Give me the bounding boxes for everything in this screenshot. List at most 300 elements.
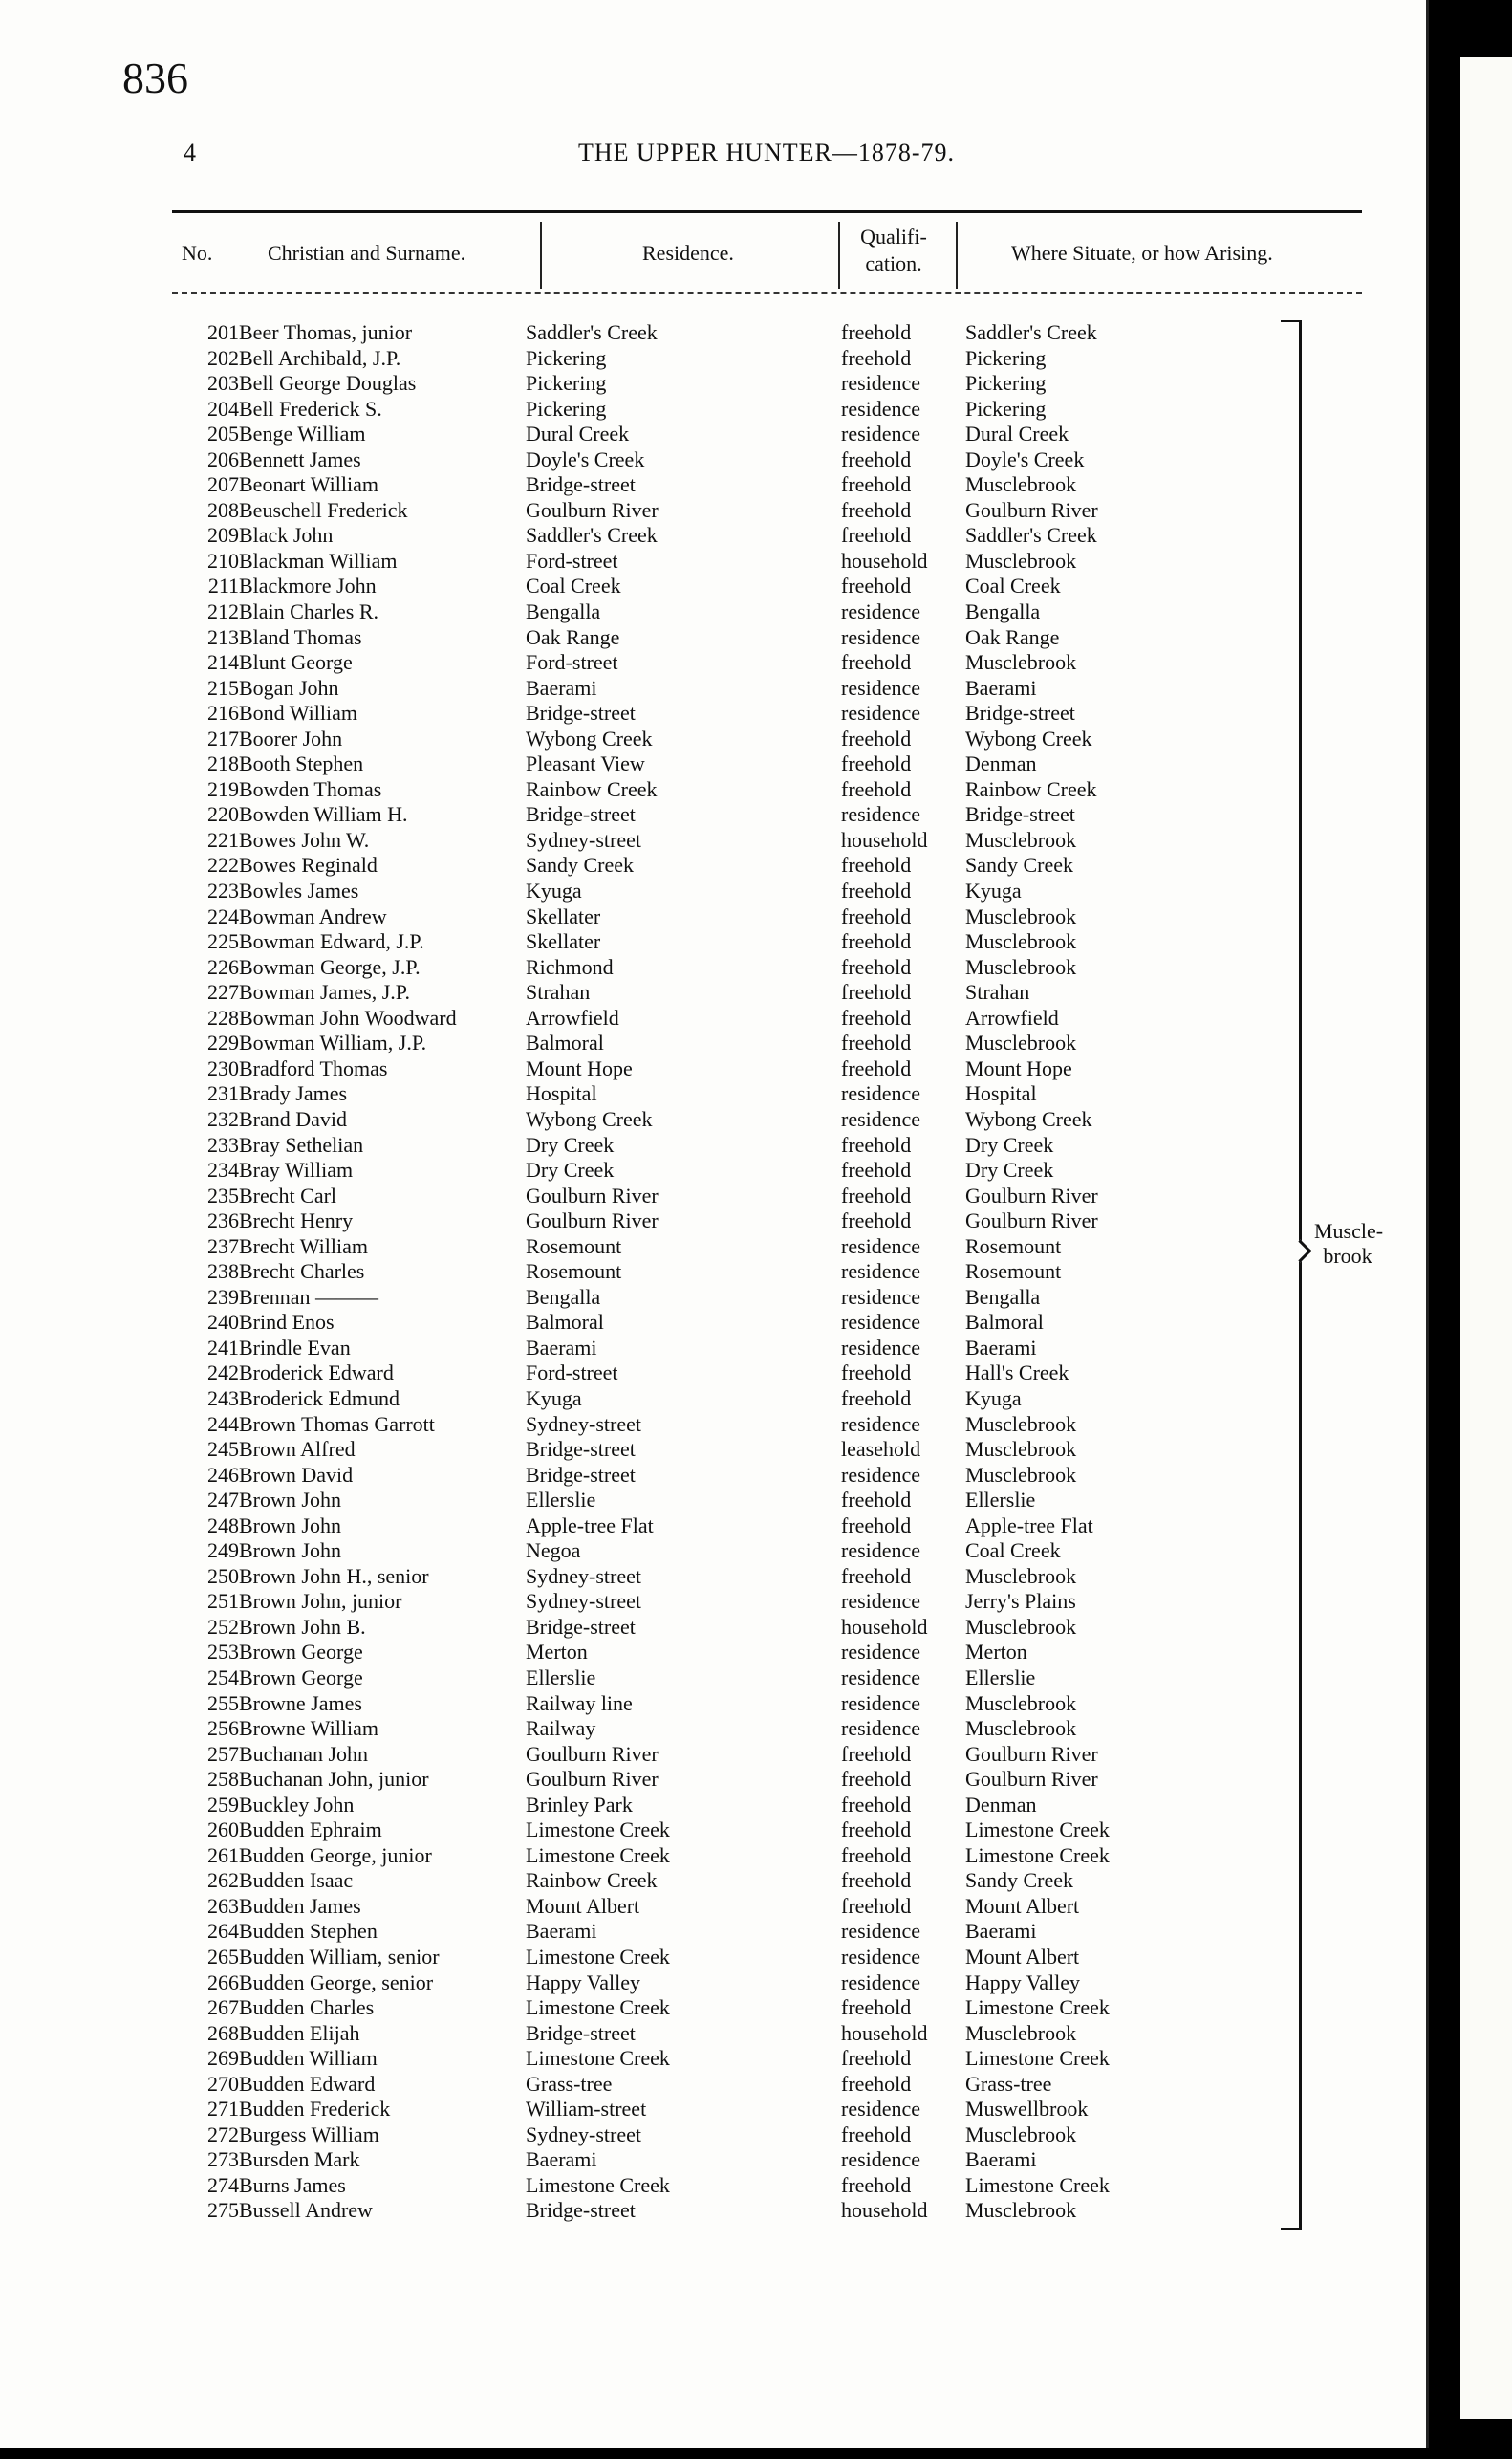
qualification-cell: freehold xyxy=(841,954,912,979)
qualification-cell: residence xyxy=(841,1589,921,1614)
qualification-cell: residence xyxy=(841,1690,921,1715)
qualification-cell: freehold xyxy=(841,1767,912,1792)
side-note: Muscle- brook xyxy=(1314,1219,1384,1268)
elector-name: Budden George, junior xyxy=(239,1842,432,1867)
elector-name: Brown John B. xyxy=(239,1614,366,1639)
residence-cell: Saddler's Creek xyxy=(526,320,658,344)
table-row xyxy=(0,751,1319,777)
entry-number: 262 xyxy=(207,1868,239,1893)
where-situate-cell: Pickering xyxy=(965,396,1047,421)
page-number: 4 xyxy=(184,139,196,166)
elector-name: Budden Edward xyxy=(239,2071,376,2096)
residence-cell: Goulburn River xyxy=(526,1183,659,1208)
entry-number: 229 xyxy=(207,1031,239,1055)
residence-cell: Doyle's Creek xyxy=(526,446,645,471)
table-row xyxy=(0,1310,1319,1336)
table-row xyxy=(0,625,1319,651)
qualification-cell: freehold xyxy=(841,1563,912,1588)
table-row xyxy=(0,828,1319,854)
table-row xyxy=(0,397,1319,423)
elector-name: Brown John H., senior xyxy=(239,1563,429,1588)
residence-cell: Baerami xyxy=(526,1919,597,1944)
table-row xyxy=(0,1234,1319,1260)
where-situate-cell: Goulburn River xyxy=(965,1208,1098,1233)
where-situate-cell: Doyle's Creek xyxy=(965,446,1085,471)
entry-number: 213 xyxy=(207,624,239,649)
qualification-cell: freehold xyxy=(841,1995,912,2020)
elector-name: Budden William, senior xyxy=(239,1945,440,1969)
elector-name: Bowles James xyxy=(239,879,359,903)
residence-cell: Strahan xyxy=(526,980,591,1005)
qualification-cell: leasehold xyxy=(841,1437,921,1462)
elector-name: Budden Frederick xyxy=(239,2097,391,2122)
table-row xyxy=(0,1945,1319,1970)
where-situate-cell: Jerry's Plains xyxy=(965,1589,1076,1614)
qualification-cell: residence xyxy=(841,1081,921,1106)
residence-cell: Pleasant View xyxy=(526,751,645,776)
elector-name: Bond William xyxy=(239,701,357,726)
qualification-cell: freehold xyxy=(841,1158,912,1183)
elector-name: Budden James xyxy=(239,1893,361,1918)
entry-number: 235 xyxy=(207,1183,239,1208)
where-situate-cell: Hospital xyxy=(965,1081,1037,1106)
qualification-cell: residence xyxy=(841,396,921,421)
header-separator xyxy=(838,222,840,289)
elector-name: Brown George xyxy=(239,1665,363,1689)
qualification-cell: residence xyxy=(841,1945,921,1969)
qualification-cell: freehold xyxy=(841,472,912,497)
entry-number: 243 xyxy=(207,1385,239,1410)
where-situate-cell: Musclebrook xyxy=(965,1437,1077,1462)
entry-number: 224 xyxy=(207,903,239,928)
table-row xyxy=(0,701,1319,727)
residence-cell: Bridge-street xyxy=(526,802,636,827)
qualification-cell: freehold xyxy=(841,1055,912,1080)
residence-cell: Pickering xyxy=(526,396,607,421)
qualification-cell: residence xyxy=(841,2147,921,2172)
elector-name: Brown Alfred xyxy=(239,1437,356,1462)
where-situate-cell: Limestone Creek xyxy=(965,1817,1110,1842)
table-row xyxy=(0,346,1319,372)
table-row xyxy=(0,1463,1319,1489)
table-row xyxy=(0,1589,1319,1615)
elector-name: Bogan John xyxy=(239,675,339,700)
header-top-rule xyxy=(172,210,1362,213)
table-row xyxy=(0,1513,1319,1539)
where-situate-cell: Kyuga xyxy=(965,1385,1022,1410)
qualification-cell: residence xyxy=(841,1919,921,1944)
where-situate-cell: Dural Creek xyxy=(965,422,1069,446)
entry-number: 211 xyxy=(207,574,239,598)
elector-name: Bowman William, J.P. xyxy=(239,1031,427,1055)
qualification-cell: freehold xyxy=(841,929,912,954)
residence-cell: Richmond xyxy=(526,954,614,979)
elector-name: Budden Ephraim xyxy=(239,1817,382,1842)
elector-name: Blackmore John xyxy=(239,574,377,598)
table-row xyxy=(0,1970,1319,1996)
adjacent-page-edge xyxy=(1460,57,1512,2419)
residence-cell: Mount Albert xyxy=(526,1893,640,1918)
entry-number: 237 xyxy=(207,1233,239,1258)
page-title: THE UPPER HUNTER—1878-79. xyxy=(578,139,956,166)
entry-number: 217 xyxy=(207,726,239,751)
residence-cell: Ford-street xyxy=(526,1360,618,1385)
entry-number: 205 xyxy=(207,422,239,446)
residence-cell: Limestone Creek xyxy=(526,1817,670,1842)
table-row xyxy=(0,727,1319,752)
qualification-cell: freehold xyxy=(841,980,912,1005)
residence-cell: Sandy Creek xyxy=(526,853,635,878)
table-row xyxy=(0,1843,1319,1869)
qualification-cell: household xyxy=(841,1614,928,1639)
elector-name: Budden Charles xyxy=(239,1995,375,2020)
elector-name: Brown David xyxy=(239,1462,354,1487)
qualification-cell: residence xyxy=(841,1310,921,1335)
table-row xyxy=(0,447,1319,473)
qualification-cell: freehold xyxy=(841,1488,912,1512)
residence-cell: Sydney-street xyxy=(526,827,641,852)
elector-name: Blackman William xyxy=(239,548,398,573)
residence-cell: Coal Creek xyxy=(526,574,621,598)
entry-number: 257 xyxy=(207,1741,239,1766)
table-row xyxy=(0,955,1319,981)
elector-name: Bowden Thomas xyxy=(239,776,382,801)
entry-number: 265 xyxy=(207,1945,239,1969)
residence-cell: Bridge-street xyxy=(526,2198,636,2223)
qualification-cell: freehold xyxy=(841,2122,912,2146)
residence-cell: Limestone Creek xyxy=(526,2046,670,2071)
table-row xyxy=(0,777,1319,803)
qualification-cell: freehold xyxy=(841,1792,912,1817)
qualification-cell: freehold xyxy=(841,446,912,471)
qualification-cell: household xyxy=(841,2020,928,2045)
entry-number: 272 xyxy=(207,2122,239,2146)
residence-cell: Dural Creek xyxy=(526,422,630,446)
table-row xyxy=(0,1793,1319,1818)
residence-cell: Sydney-street xyxy=(526,1589,641,1614)
residence-cell: Pickering xyxy=(526,371,607,396)
header-where: Where Situate, or how Arising. xyxy=(1011,241,1273,265)
where-situate-cell: Saddler's Creek xyxy=(965,320,1097,344)
table-row xyxy=(0,1386,1319,1412)
elector-name: Browne William xyxy=(239,1716,378,1741)
table-row xyxy=(0,472,1319,498)
where-situate-cell: Denman xyxy=(965,751,1037,776)
residence-cell: Balmoral xyxy=(526,1031,604,1055)
where-situate-cell: Musclebrook xyxy=(965,650,1077,675)
table-row xyxy=(0,1488,1319,1513)
residence-cell: Rosemount xyxy=(526,1259,622,1284)
qualification-cell: freehold xyxy=(841,1893,912,1918)
entry-number: 232 xyxy=(207,1106,239,1131)
where-situate-cell: Ellerslie xyxy=(965,1665,1036,1689)
residence-cell: Hospital xyxy=(526,1081,597,1106)
where-situate-cell: Musclebrook xyxy=(965,2198,1077,2223)
table-header xyxy=(0,222,1367,289)
qualification-cell: household xyxy=(841,548,928,573)
table-row xyxy=(0,1107,1319,1133)
elector-name: Burns James xyxy=(239,2172,346,2197)
qualification-cell: freehold xyxy=(841,853,912,878)
qualification-cell: residence xyxy=(841,624,921,649)
table-row xyxy=(0,2122,1319,2148)
residence-cell: Ford-street xyxy=(526,650,618,675)
table-row xyxy=(0,2147,1319,2173)
elector-name: Brown John, junior xyxy=(239,1589,402,1614)
qualification-cell: residence xyxy=(841,1335,921,1360)
where-situate-cell: Wybong Creek xyxy=(965,1106,1092,1131)
where-situate-cell: Musclebrook xyxy=(965,2020,1077,2045)
elector-name: Bland Thomas xyxy=(239,624,362,649)
elector-name: Booth Stephen xyxy=(239,751,364,776)
entry-number: 251 xyxy=(207,1589,239,1614)
residence-cell: Brinley Park xyxy=(526,1792,633,1817)
where-situate-cell: Oak Range xyxy=(965,624,1060,649)
where-situate-cell: Ellerslie xyxy=(965,1488,1036,1512)
residence-cell: Railway xyxy=(526,1716,596,1741)
elector-name: Bowes John W. xyxy=(239,827,370,852)
elector-name: Bray Sethelian xyxy=(239,1132,364,1157)
where-situate-cell: Goulburn River xyxy=(965,1767,1098,1792)
residence-cell: Goulburn River xyxy=(526,1208,659,1233)
table-row xyxy=(0,1894,1319,1920)
residence-cell: Sydney-street xyxy=(526,1411,641,1436)
entry-number: 225 xyxy=(207,929,239,954)
entry-number: 254 xyxy=(207,1665,239,1689)
qualification-cell: freehold xyxy=(841,1385,912,1410)
residence-cell: Limestone Creek xyxy=(526,2172,670,2197)
table-row xyxy=(0,2097,1319,2122)
header-name: Christian and Surname. xyxy=(268,241,466,265)
elector-name: Budden William xyxy=(239,2046,378,2071)
residence-cell: Baerami xyxy=(526,675,597,700)
elector-name: Beuschell Frederick xyxy=(239,497,408,522)
residence-cell: Saddler's Creek xyxy=(526,523,658,548)
entry-number: 212 xyxy=(207,599,239,624)
elector-name: Boorer John xyxy=(239,726,343,751)
elector-name: Blunt George xyxy=(239,650,353,675)
elector-name: Bennett James xyxy=(239,446,361,471)
where-situate-cell: Goulburn River xyxy=(965,497,1098,522)
elector-name: Bowden William H. xyxy=(239,802,408,827)
residence-cell: Baerami xyxy=(526,2147,597,2172)
table-row xyxy=(0,853,1319,879)
entry-number: 269 xyxy=(207,2046,239,2071)
elector-name: Benge William xyxy=(239,422,366,446)
qualification-cell: freehold xyxy=(841,574,912,598)
table-row xyxy=(0,320,1319,346)
entry-number: 226 xyxy=(207,954,239,979)
qualification-cell: freehold xyxy=(841,2071,912,2096)
residence-cell: Balmoral xyxy=(526,1310,604,1335)
where-situate-cell: Mount Albert xyxy=(965,1945,1080,1969)
elector-name: Bell Frederick S. xyxy=(239,396,382,421)
residence-cell: Dry Creek xyxy=(526,1132,615,1157)
residence-cell: Rosemount xyxy=(526,1233,622,1258)
table-row xyxy=(0,498,1319,524)
entry-number: 203 xyxy=(207,371,239,396)
table-row xyxy=(0,1259,1319,1285)
elector-name: Bradford Thomas xyxy=(239,1055,388,1080)
table-row xyxy=(0,1437,1319,1463)
table-row xyxy=(0,1615,1319,1641)
where-situate-cell: Musclebrook xyxy=(965,1614,1077,1639)
entry-number: 202 xyxy=(207,345,239,370)
where-situate-cell: Dry Creek xyxy=(965,1158,1054,1183)
table-row xyxy=(0,802,1319,828)
entry-number: 222 xyxy=(207,853,239,878)
where-situate-cell: Musclebrook xyxy=(965,2122,1077,2146)
table-row xyxy=(0,599,1319,625)
entry-number: 249 xyxy=(207,1538,239,1563)
where-situate-cell: Sandy Creek xyxy=(965,1868,1074,1893)
where-situate-cell: Baerami xyxy=(965,1919,1037,1944)
where-situate-cell: Musclebrook xyxy=(965,1462,1077,1487)
qualification-cell: freehold xyxy=(841,1208,912,1233)
entry-number: 228 xyxy=(207,1005,239,1030)
where-situate-cell: Baerami xyxy=(965,675,1037,700)
table-row xyxy=(0,980,1319,1006)
qualification-cell: freehold xyxy=(841,903,912,928)
where-situate-cell: Bengalla xyxy=(965,1284,1041,1309)
entry-number: 263 xyxy=(207,1893,239,1918)
entry-number: 230 xyxy=(207,1055,239,1080)
qualification-cell: freehold xyxy=(841,345,912,370)
entry-number: 270 xyxy=(207,2071,239,2096)
where-situate-cell: Goulburn River xyxy=(965,1741,1098,1766)
residence-cell: Bridge-street xyxy=(526,472,636,497)
qualification-cell: freehold xyxy=(841,751,912,776)
entry-number: 267 xyxy=(207,1995,239,2020)
entry-number: 240 xyxy=(207,1310,239,1335)
entry-number: 233 xyxy=(207,1132,239,1157)
entry-number: 244 xyxy=(207,1411,239,1436)
table-row xyxy=(0,2072,1319,2098)
elector-name: Budden George, senior xyxy=(239,1969,434,1994)
residence-cell: Sydney-street xyxy=(526,2122,641,2146)
table-row xyxy=(0,676,1319,702)
entry-number: 247 xyxy=(207,1488,239,1512)
residence-cell: Pickering xyxy=(526,345,607,370)
qualification-cell: residence xyxy=(841,1411,921,1436)
elector-name: Bowman John Woodward xyxy=(239,1005,457,1030)
entry-number: 273 xyxy=(207,2147,239,2172)
table-row xyxy=(0,1919,1319,1945)
bracket-line xyxy=(1281,320,1302,2230)
qualification-cell: household xyxy=(841,827,928,852)
header-bottom-rule xyxy=(172,292,1362,294)
qualification-cell: residence xyxy=(841,1233,921,1258)
table-row xyxy=(0,1817,1319,1843)
residence-cell: Rainbow Creek xyxy=(526,1868,658,1893)
header-no: No. xyxy=(182,241,213,265)
entry-number: 215 xyxy=(207,675,239,700)
qualification-cell: freehold xyxy=(841,1183,912,1208)
residence-cell: Merton xyxy=(526,1640,588,1665)
where-situate-cell: Musclebrook xyxy=(965,472,1077,497)
where-situate-cell: Coal Creek xyxy=(965,574,1061,598)
entry-number: 218 xyxy=(207,751,239,776)
entry-number: 201 xyxy=(207,320,239,344)
where-situate-cell: Wybong Creek xyxy=(965,726,1092,751)
table-row xyxy=(0,422,1319,447)
elector-name: Bell Archibald, J.P. xyxy=(239,345,401,370)
elector-name: Brecht Charles xyxy=(239,1259,365,1284)
where-situate-cell: Limestone Creek xyxy=(965,1842,1110,1867)
table-row xyxy=(0,549,1319,575)
elector-name: Bowman George, J.P. xyxy=(239,954,421,979)
residence-cell: William-street xyxy=(526,2097,647,2122)
elector-name: Buchanan John xyxy=(239,1741,369,1766)
elector-name: Brecht Carl xyxy=(239,1183,337,1208)
where-situate-cell: Bridge-street xyxy=(965,701,1075,726)
header-residence: Residence. xyxy=(642,241,734,265)
where-situate-cell: Coal Creek xyxy=(965,1538,1061,1563)
entry-number: 255 xyxy=(207,1690,239,1715)
where-situate-cell: Dry Creek xyxy=(965,1132,1054,1157)
folio-number: 836 xyxy=(122,54,188,102)
table-row xyxy=(0,1336,1319,1361)
table-row xyxy=(0,1006,1319,1032)
where-situate-cell: Limestone Creek xyxy=(965,1995,1110,2020)
entry-number: 234 xyxy=(207,1158,239,1183)
elector-name: Brady James xyxy=(239,1081,348,1106)
residence-cell: Grass-tree xyxy=(526,2071,613,2096)
entry-number: 219 xyxy=(207,776,239,801)
table-row xyxy=(0,1640,1319,1665)
table-row xyxy=(0,2173,1319,2199)
table-row xyxy=(0,1081,1319,1107)
where-situate-cell: Denman xyxy=(965,1792,1037,1817)
qualification-cell: residence xyxy=(841,1969,921,1994)
qualification-cell: freehold xyxy=(841,650,912,675)
residence-cell: Bridge-street xyxy=(526,701,636,726)
entry-number: 259 xyxy=(207,1792,239,1817)
qualification-cell: household xyxy=(841,2198,928,2223)
entry-number: 204 xyxy=(207,396,239,421)
elector-name: Beer Thomas, junior xyxy=(239,320,413,344)
where-situate-cell: Pickering xyxy=(965,371,1047,396)
residence-cell: Limestone Creek xyxy=(526,1945,670,1969)
residence-cell: Oak Range xyxy=(526,624,620,649)
where-situate-cell: Balmoral xyxy=(965,1310,1044,1335)
qualification-cell: residence xyxy=(841,1284,921,1309)
qualification-cell: residence xyxy=(841,1665,921,1689)
table-row xyxy=(0,1691,1319,1717)
qualification-cell: residence xyxy=(841,599,921,624)
qualification-cell: freehold xyxy=(841,1868,912,1893)
table-row xyxy=(0,879,1319,904)
entry-number: 221 xyxy=(207,827,239,852)
where-situate-cell: Musclebrook xyxy=(965,1716,1077,1741)
entry-number: 206 xyxy=(207,446,239,471)
elector-name: Burgess William xyxy=(239,2122,379,2146)
where-situate-cell: Saddler's Creek xyxy=(965,523,1097,548)
where-situate-cell: Kyuga xyxy=(965,879,1022,903)
entry-number: 238 xyxy=(207,1259,239,1284)
residence-cell: Bengalla xyxy=(526,599,601,624)
table-row xyxy=(0,1285,1319,1311)
residence-cell: Goulburn River xyxy=(526,1767,659,1792)
table-row xyxy=(0,1538,1319,1564)
qualification-cell: residence xyxy=(841,1716,921,1741)
elector-name: Bursden Mark xyxy=(239,2147,360,2172)
elector-name: Bray William xyxy=(239,1158,354,1183)
elector-name: Brown George xyxy=(239,1640,363,1665)
entry-number: 260 xyxy=(207,1817,239,1842)
residence-cell: Bridge-street xyxy=(526,1462,636,1487)
qualification-cell: residence xyxy=(841,1640,921,1665)
